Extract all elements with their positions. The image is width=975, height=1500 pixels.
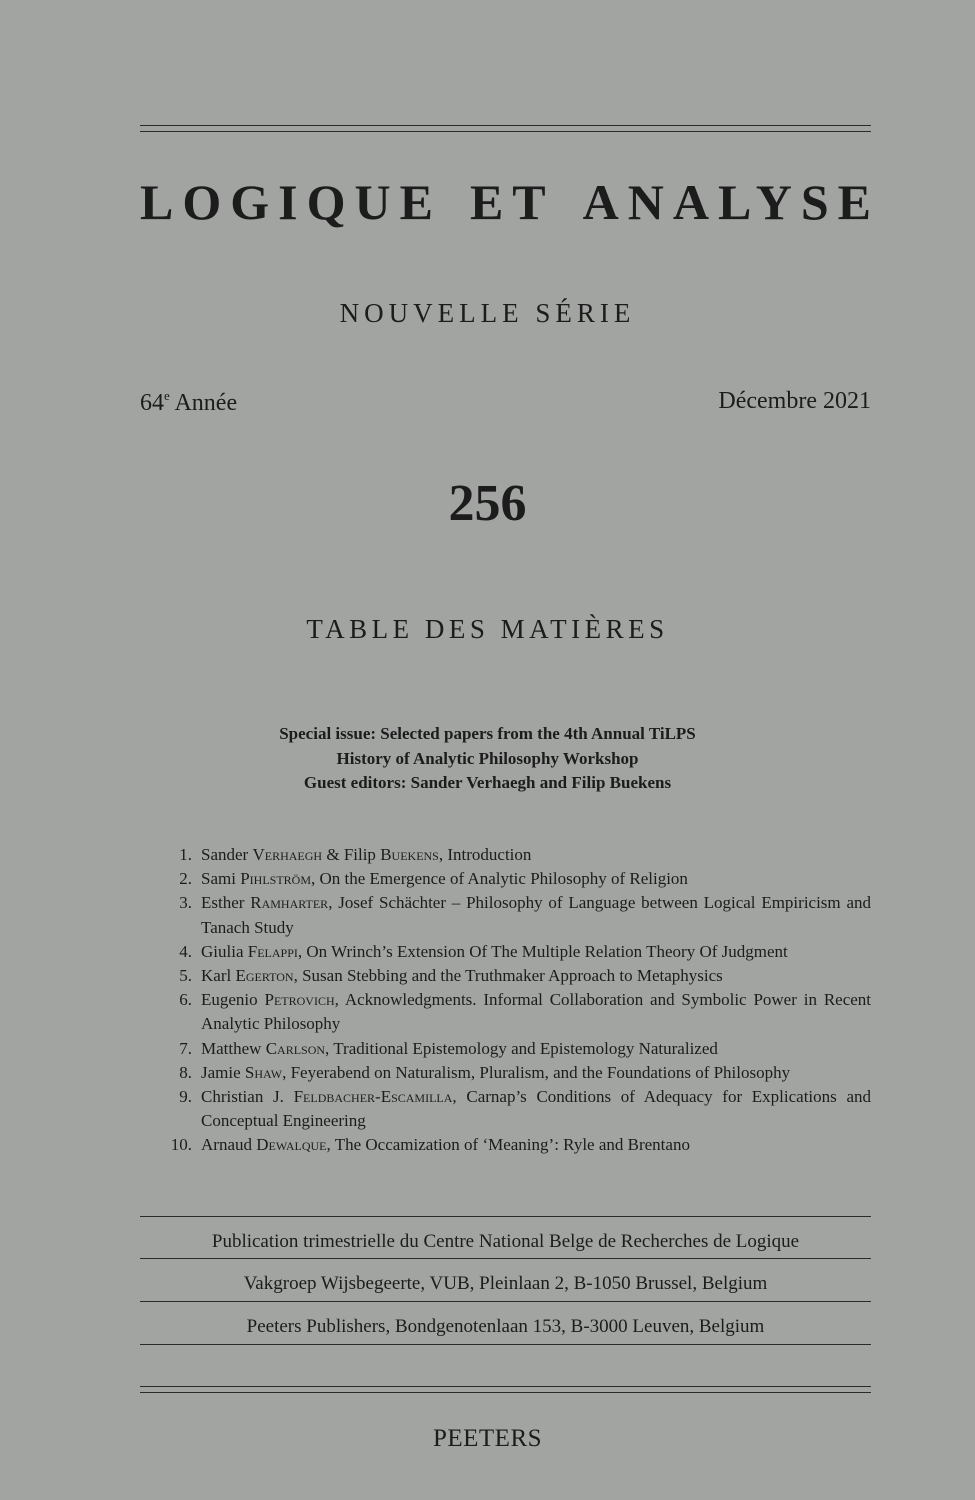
author-last: Buekens [380, 845, 439, 864]
author-first: Giulia [201, 941, 244, 961]
author-first: Sander [201, 845, 249, 864]
author-first: Jamie [201, 1062, 241, 1082]
table-of-contents [140, 843, 871, 1158]
toc-entry [140, 867, 871, 891]
toc-text: Karl Egerton, Susan Stebbing and the Truthmaker Approach to Metaphysics [201, 966, 723, 986]
footer-rule [140, 1344, 871, 1345]
footer-rule [140, 1258, 871, 1259]
author-last: Petrovich [264, 990, 335, 1010]
toc-text: Jamie Shaw, Feyerabend on Naturalism, Pluralism, and the Foundations of Philosophy [201, 1062, 791, 1082]
article-title: The Occamization of ‘Meaning’: Ryle and Brentano [334, 1135, 690, 1155]
author-first: Filip [343, 845, 376, 864]
toc-heading: TABLE DES MATIÈRES [306, 614, 669, 644]
footer-publication: Publication trimestrielle du Centre National Belge de Recherches de Logique [211, 1231, 800, 1252]
toc-text: Eugenio Petrovich, Acknowledgments. Informal Collaboration and Symbolic Power in Recent Analytic Philosophy [201, 990, 872, 1034]
publisher-name: PEETERS [432, 1425, 543, 1452]
issue-number: 256 [448, 475, 527, 532]
toc-text: Giulia Felappi, On Wrinch’s Extension Of The Multiple Relation Theory Of Judgment [201, 941, 788, 961]
article-title: On Wrinch’s Extension Of The Multiple Relation Theory Of Judgment [306, 941, 788, 961]
author-last: Verhaegh [252, 845, 323, 864]
year-word: Année [174, 390, 238, 416]
toc-entry [140, 940, 871, 964]
bottom-double-rule [140, 1386, 871, 1393]
author-last: Feldbacher-Escamilla [293, 1087, 453, 1107]
toc-entry [140, 988, 871, 1036]
article-title: Traditional Epistemology and Epistemology Naturalized [333, 1038, 718, 1058]
footer-address-vub: Vakgroep Wijsbegeerte, VUB, Pleinlaan 2, B-1050 Brussel, Belgium [243, 1273, 768, 1294]
toc-number: 10. [170, 1135, 192, 1155]
author-joiner: & [322, 845, 344, 864]
toc-entry [140, 1133, 871, 1157]
author-first: Karl [201, 966, 232, 986]
author-first: Arnaud [201, 1135, 252, 1155]
series-label: NOUVELLE SÉRIE [339, 298, 636, 328]
toc-entry [140, 1085, 871, 1133]
special-issue-note [0, 722, 975, 796]
toc-number: 7. [179, 1038, 192, 1058]
special-issue-line: History of Analytic Philosophy Workshop [336, 748, 639, 768]
footer-address-peeters: Peeters Publishers, Bondgenotenlaan 153, B-3000 Leuven, Belgium [246, 1316, 765, 1337]
toc-number: 6. [179, 990, 192, 1010]
toc-text: Sami Pihlström, On the Emergence of Analytic Philosophy of Religion [201, 869, 688, 889]
volume-year [140, 388, 237, 417]
toc-entry [140, 891, 871, 939]
toc-entry [140, 964, 871, 988]
toc-text: Sander Verhaegh & Filip Buekens, Introduction [201, 845, 532, 864]
toc-text: Christian J. Feldbacher-Escamilla, Carnap’s Conditions of Adequacy for Explications and Conceptual Engineering [201, 1087, 872, 1131]
year-superscript: e [164, 388, 170, 403]
footer-rule [140, 1216, 871, 1217]
top-double-rule [140, 125, 871, 132]
journal-title-word: ET [469, 174, 555, 230]
year-line [140, 388, 871, 417]
toc-number: 8. [179, 1062, 192, 1082]
special-issue-line: Special issue: Selected papers from the 4th Annual TiLPS [279, 724, 696, 743]
article-title: Susan Stebbing and the Truthmaker Approach to Metaphysics [302, 966, 723, 986]
toc-number: 2. [179, 869, 192, 889]
author-last: Carlson [265, 1038, 326, 1058]
author-first: Sami [201, 869, 236, 889]
year-number: 64 [140, 390, 164, 416]
toc-entry [140, 843, 871, 867]
author-first: Eugenio [201, 990, 258, 1010]
special-issue-line: Guest editors: Sander Verhaegh and Filip Buekens [303, 773, 672, 792]
toc-number: 5. [179, 966, 192, 986]
toc-text: Arnaud Dewalque, The Occamization of ‘Meaning’: Ryle and Brentano [201, 1135, 690, 1155]
author-last: Pihlström [240, 869, 311, 889]
author-last: Egerton [235, 966, 294, 986]
article-title: Feyerabend on Naturalism, Pluralism, and the Foundations of Philosophy [290, 1062, 791, 1082]
toc-number: 3. [179, 893, 192, 913]
journal-title-word: ANALYSE [582, 174, 880, 230]
toc-number: 9. [179, 1087, 192, 1107]
toc-entry [140, 1061, 871, 1085]
journal-title-word: LOGIQUE [140, 174, 442, 230]
author-last: Ramharter [250, 893, 329, 913]
author-first: Christian J. [201, 1087, 284, 1107]
author-first: Esther [201, 893, 245, 913]
author-first: Matthew [201, 1038, 262, 1058]
issue-date: Décembre 2021 [718, 388, 871, 414]
footer-rule [140, 1301, 871, 1302]
journal-title [140, 172, 880, 232]
author-last: Felappi [247, 941, 298, 961]
author-last: Dewalque [256, 1135, 327, 1155]
toc-text: Matthew Carlson, Traditional Epistemology and Epistemology Naturalized [201, 1038, 718, 1058]
toc-text: Esther Ramharter, Josef Schächter – Philosophy of Language between Logical Empiricism and Tanach Study [201, 893, 871, 937]
article-title: Carnap’s Conditions of Adequacy for Explications and Conceptual Engineering [201, 1087, 872, 1131]
toc-entry [140, 1037, 871, 1061]
article-title: On the Emergence of Analytic Philosophy of Religion [319, 869, 688, 889]
toc-number: 1. [179, 845, 192, 864]
article-title: Acknowledgments. Informal Collaboration and Symbolic Power in Recent Analytic Philosophy [201, 990, 872, 1034]
toc-number: 4. [179, 941, 192, 961]
author-last: Shaw [244, 1062, 283, 1082]
article-title: Josef Schächter – Philosophy of Language between Logical Empiricism and Tanach Study [201, 893, 871, 937]
article-title: Introduction [447, 845, 532, 864]
